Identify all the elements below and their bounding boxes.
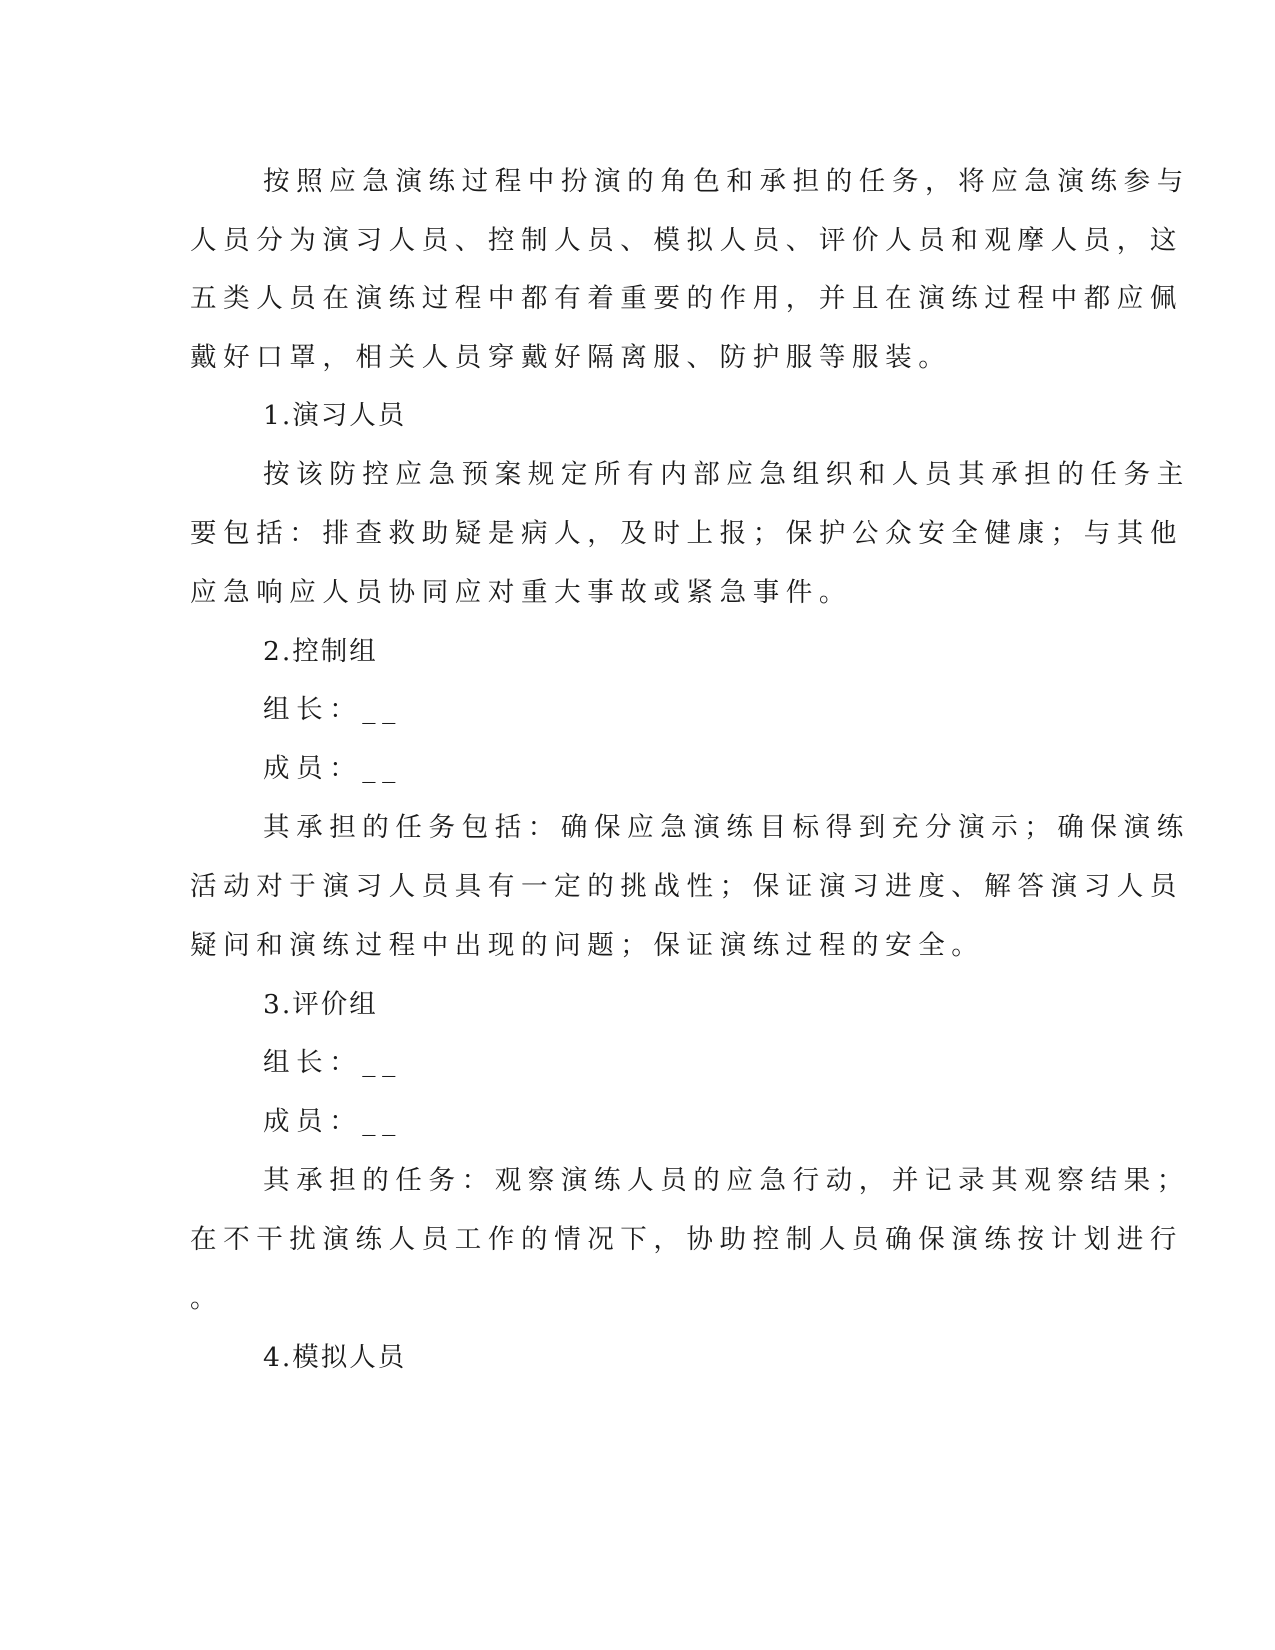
paragraph-exercise-line-2: 要包括：排查救助疑是病人，及时上报；保护公众安全健康；与其他 — [190, 518, 1183, 549]
control-group-members: 成员：__ — [263, 753, 402, 784]
paragraph-control-line-2: 活动对于演习人员具有一定的挑战性；保证演习进度、解答演习人员 — [190, 871, 1183, 902]
paragraph-exercise-line-3: 应急响应人员协同应对重大事故或紧急事件。 — [190, 577, 852, 608]
evaluation-group-leader: 组长：__ — [263, 1047, 402, 1078]
paragraph-intro-line-1: 按照应急演练过程中扮演的角色和承担的任务，将应急演练参与 — [263, 166, 1190, 197]
paragraph-exercise-line-1: 按该防控应急预案规定所有内部应急组织和人员其承担的任务主 — [263, 459, 1190, 490]
paragraph-evaluation-line-3: 。 — [190, 1283, 224, 1314]
paragraph-evaluation-line-2: 在不干扰演练人员工作的情况下，协助控制人员确保演练按计划进行 — [190, 1224, 1183, 1255]
paragraph-intro-line-4: 戴好口罩，相关人员穿戴好隔离服、防护服等服装。 — [190, 342, 952, 373]
section-heading-simulation-personnel: 4.模拟人员 — [263, 1342, 407, 1373]
paragraph-evaluation-line-1: 其承担的任务：观察演练人员的应急行动，并记录其观察结果； — [263, 1165, 1190, 1196]
paragraph-intro-line-2: 人员分为演习人员、控制人员、模拟人员、评价人员和观摩人员，这 — [190, 225, 1183, 256]
section-heading-exercise-personnel: 1.演习人员 — [263, 400, 407, 431]
paragraph-intro-line-3: 五类人员在演练过程中都有着重要的作用，并且在演练过程中都应佩 — [190, 283, 1183, 314]
paragraph-control-line-1: 其承担的任务包括：确保应急演练目标得到充分演示；确保演练 — [263, 812, 1190, 843]
control-group-leader: 组长：__ — [263, 694, 402, 725]
paragraph-control-line-3: 疑问和演练过程中出现的问题；保证演练过程的安全。 — [190, 930, 985, 961]
section-heading-evaluation-group: 3.评价组 — [263, 989, 378, 1020]
evaluation-group-members: 成员：__ — [263, 1106, 402, 1137]
section-heading-control-group: 2.控制组 — [263, 636, 378, 667]
